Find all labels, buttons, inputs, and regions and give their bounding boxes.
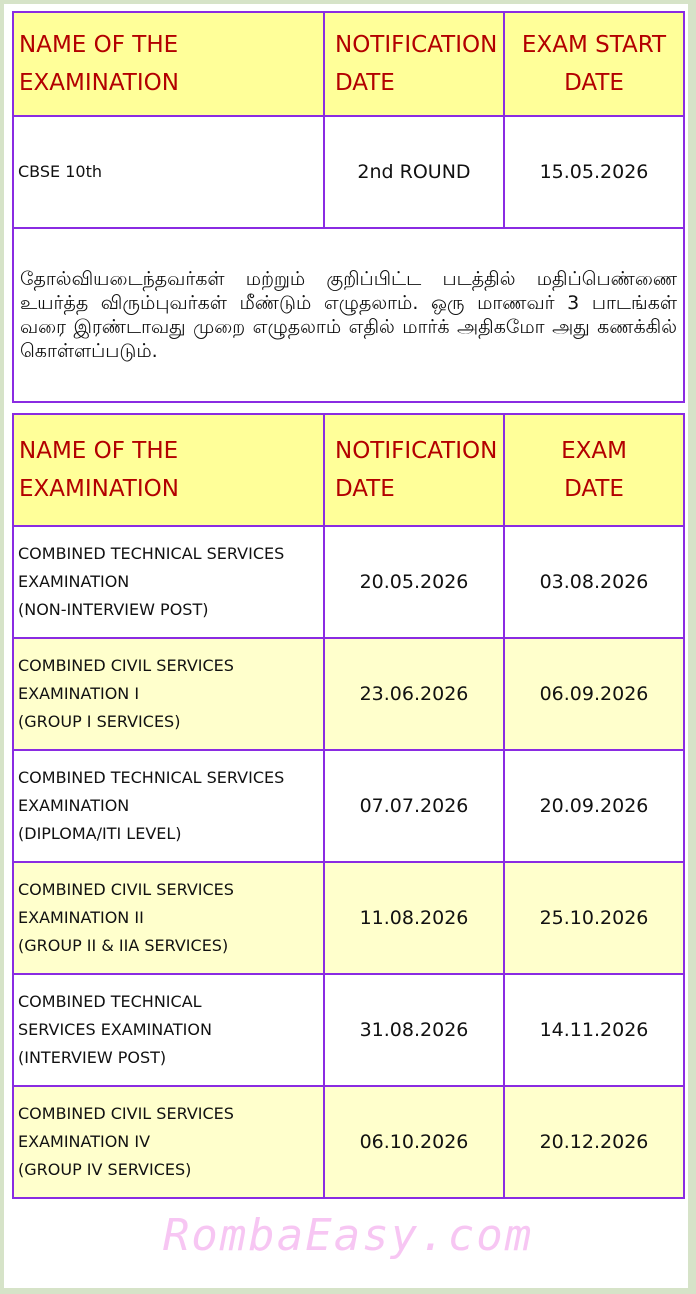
header-exam-name: NAME OF THE EXAMINATION [13, 414, 324, 526]
table-row [13, 862, 684, 974]
table-row [13, 974, 684, 1086]
notification-date: 23.06.2026 [324, 638, 504, 750]
exam-schedule-table [12, 413, 685, 1199]
header-notification-date: NOTIFICATION DATE [324, 414, 504, 526]
header-exam-name: NAME OF THE EXAMINATION [13, 12, 324, 116]
cbse-exam-table [12, 11, 685, 403]
exam-date: 06.09.2026 [504, 638, 684, 750]
exam-name: COMBINED TECHNICAL SERVICES EXAMINATION (NON-INTERVIEW POST) [13, 526, 324, 638]
exam-name: COMBINED CIVIL SERVICES EXAMINATION IV (GROUP IV SERVICES) [13, 1086, 324, 1198]
table-row [13, 638, 684, 750]
exam-date: 20.09.2026 [504, 750, 684, 862]
notification-date: 2nd ROUND [324, 116, 504, 228]
exam-name: COMBINED CIVIL SERVICES EXAMINATION II (GROUP II & IIA SERVICES) [13, 862, 324, 974]
tamil-note: தோல்வியடைந்தவர்கள் மற்றும் குறிப்பிட்ட படத்தில் மதிப்பெண்ணை உயர்த்த விரும்புவர்கள் மீண்டும் எழுதலாம். ஒரு மாணவர் 3 பாடங்கள் வரை இரண்டாவது முறை எழுதலாம் எதில் மார்க் அதிகமோ அது கணக்கில் கொள்ளப்படும். [13, 228, 684, 402]
header-exam-date: EXAM DATE [504, 414, 684, 526]
table-header-row [13, 414, 684, 526]
notification-date: 06.10.2026 [324, 1086, 504, 1198]
exam-name: COMBINED CIVIL SERVICES EXAMINATION I (GROUP I SERVICES) [13, 638, 324, 750]
header-notification-date: NOTIFICATION DATE [324, 12, 504, 116]
notification-date: 20.05.2026 [324, 526, 504, 638]
table-row [13, 526, 684, 638]
exam-date: 25.10.2026 [504, 862, 684, 974]
exam-name: CBSE 10th [13, 116, 324, 228]
table-row [13, 750, 684, 862]
table-row [13, 1086, 684, 1198]
exam-date: 15.05.2026 [504, 116, 684, 228]
notification-date: 07.07.2026 [324, 750, 504, 862]
exam-date: 14.11.2026 [504, 974, 684, 1086]
header-exam-start-date: EXAM START DATE [504, 12, 684, 116]
notification-date: 31.08.2026 [324, 974, 504, 1086]
note-row [13, 228, 684, 402]
table-row [13, 116, 684, 228]
notification-date: 11.08.2026 [324, 862, 504, 974]
watermark: RombaEasy.com [162, 1210, 534, 1261]
exam-name: COMBINED TECHNICAL SERVICES EXAMINATION (INTERVIEW POST) [13, 974, 324, 1086]
exam-date: 03.08.2026 [504, 526, 684, 638]
exam-name: COMBINED TECHNICAL SERVICES EXAMINATION (DIPLOMA/ITI LEVEL) [13, 750, 324, 862]
table-header-row [13, 12, 684, 116]
exam-date: 20.12.2026 [504, 1086, 684, 1198]
